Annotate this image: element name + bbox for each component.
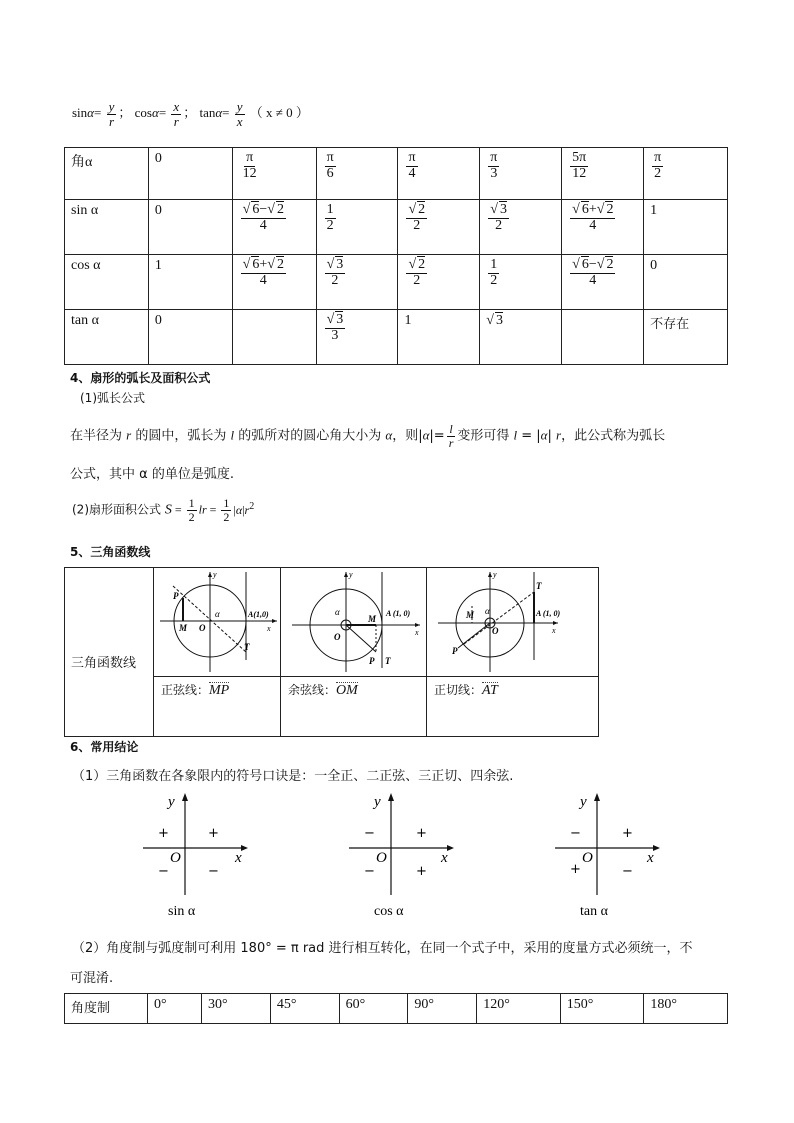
svg-text:T: T xyxy=(536,581,542,591)
svg-text:y: y xyxy=(374,794,381,810)
svg-text:+: + xyxy=(622,826,633,841)
svg-text:−: − xyxy=(208,864,219,879)
header-cell: $\frac{\pi}{4}$ xyxy=(398,148,480,200)
svg-text:−: − xyxy=(364,864,375,879)
svg-text:y: y xyxy=(493,570,497,579)
svg-text:A(1,0): A(1,0) xyxy=(248,610,269,619)
svg-text:A (1, 0): A (1, 0) xyxy=(536,609,561,618)
trig-lines-row-label: 三角函数线 xyxy=(71,656,137,671)
svg-text:+: + xyxy=(158,826,169,841)
svg-text:x: x xyxy=(235,850,242,866)
svg-text:O: O xyxy=(376,850,387,866)
svg-text:−: − xyxy=(158,864,169,879)
svg-text:T: T xyxy=(244,642,250,652)
section4-sub2: (2)扇形面积公式 S = $\frac{1}{2}$ lr = $\frac{1}{2}$ $|\alpha|r^2$ xyxy=(72,496,255,524)
svg-text:α: α xyxy=(215,609,220,619)
section4-para1: 在半径为 r 的圆中，弧长为 l 的弧所对的圆心角大小为 α，则|α|= $\frac{l}{r}$ 变形可得 l = |α| r，此公式称为弧长 xyxy=(70,422,666,450)
trig-definitions: sinα= $\frac{y}{r}$ ； cosα= $\frac{x}{r}$ ； tanα= $\frac{y}{x}$ （ x ≠ 0 ） xyxy=(72,99,309,129)
svg-text:cos α: cos α xyxy=(374,904,404,919)
header-cell: $\frac{5\pi}{12}$ xyxy=(562,148,644,200)
svg-text:x: x xyxy=(552,626,556,635)
svg-text:+: + xyxy=(416,826,427,841)
svg-text:+: + xyxy=(416,864,427,879)
svg-text:−: − xyxy=(364,826,375,841)
svg-text:O: O xyxy=(334,632,341,642)
svg-text:O: O xyxy=(582,850,593,866)
degree-table xyxy=(64,993,728,1024)
svg-text:T: T xyxy=(385,656,391,666)
sign-chart-cos xyxy=(344,790,464,920)
svg-text:x: x xyxy=(647,850,654,866)
svg-text:O: O xyxy=(492,626,499,636)
header-cell: $\frac{\pi}{2}$ xyxy=(644,148,728,200)
header-cell: $\frac{\pi}{6}$ xyxy=(316,148,398,200)
svg-text:M: M xyxy=(368,614,377,624)
header-cell: $\frac{\pi}{12}$ xyxy=(232,148,316,200)
sine-line-diagram xyxy=(155,568,279,674)
table-row: cos α 1 $\frac{√ 6+√ 2}{4}$ $\frac{√ 3}{2}$ $\frac{√ 2}{2}$ $\frac{1}{2}$ $\frac{√ 6-√ 2}{4}$ 0 xyxy=(65,255,728,310)
section5-title: 5、三角函数线 xyxy=(70,545,151,559)
sign-chart-tan xyxy=(550,790,670,920)
svg-text:−: − xyxy=(622,864,633,879)
svg-text:P: P xyxy=(452,646,458,656)
svg-text:M: M xyxy=(179,623,188,633)
header-angle: 角α xyxy=(65,148,149,200)
label-P: P xyxy=(173,591,179,601)
svg-text:+: + xyxy=(208,826,219,841)
svg-text:−: − xyxy=(570,826,581,841)
header-cell: $\frac{\pi}{3}$ xyxy=(480,148,562,200)
svg-text:y: y xyxy=(580,794,587,810)
section6-item2a: （2）角度制与弧度制可利用 180° = π rad 进行相互转化，在同一个式子中，采用的度量方式必须统一，不 xyxy=(72,941,693,956)
header-cell: 0 xyxy=(148,148,232,200)
svg-text:sin α: sin α xyxy=(168,904,196,919)
svg-text:α: α xyxy=(335,607,340,617)
caption-tangent-line: 正切线：AT xyxy=(434,683,498,698)
svg-text:x: x xyxy=(267,624,271,633)
section4-para1b: 公式，其中 α 的单位是弧度. xyxy=(70,467,234,482)
svg-text:A (1, 0): A (1, 0) xyxy=(386,609,411,618)
section6-item1: （1）三角函数在各象限内的符号口诀是：一全正、二正弦、三正切、四余弦. xyxy=(72,769,514,784)
svg-text:O: O xyxy=(199,623,206,633)
caption-sine-line: 正弦线：MP xyxy=(161,683,230,698)
trig-lines-table xyxy=(64,567,599,737)
table-row: tan α 0 $\frac{√ 3}{3}$ 1 √ 3 不存在 xyxy=(65,310,728,365)
caption-cosine-line: 余弦线：OM xyxy=(288,683,358,698)
svg-text:y: y xyxy=(349,570,353,579)
section6-item2b: 可混淆. xyxy=(70,971,114,986)
trig-values-table xyxy=(64,147,728,365)
tangent-line-diagram xyxy=(428,568,596,674)
svg-text:O: O xyxy=(170,850,181,866)
section4-title: 4、扇形的弧长及面积公式 xyxy=(70,371,211,385)
table-header-row xyxy=(65,148,728,200)
svg-text:x: x xyxy=(441,850,448,866)
svg-text:tan α: tan α xyxy=(580,904,608,919)
svg-text:x: x xyxy=(415,628,419,637)
section4-sub1: (1)弧长公式 xyxy=(80,391,145,405)
svg-text:α: α xyxy=(485,606,490,616)
svg-text:P: P xyxy=(369,656,375,666)
sign-chart-sin xyxy=(138,790,258,920)
svg-text:+: + xyxy=(570,862,581,877)
table-row: sin α 0 $\frac{√ 6-√ 2}{4}$ $\frac{1}{2}$ $\frac{√ 2}{2}$ $\frac{√ 3}{2}$ $\frac{√ 6+√ 2}{4}$ 1 xyxy=(65,200,728,255)
svg-text:y: y xyxy=(168,794,175,810)
table-row: 角度制 0° 30° 45° 60° 90° 120° 150° 180° xyxy=(65,994,728,1024)
cosine-line-diagram xyxy=(282,568,425,674)
section6-title: 6、常用结论 xyxy=(70,740,139,754)
svg-text:y: y xyxy=(213,570,217,579)
svg-text:M: M xyxy=(466,610,475,620)
